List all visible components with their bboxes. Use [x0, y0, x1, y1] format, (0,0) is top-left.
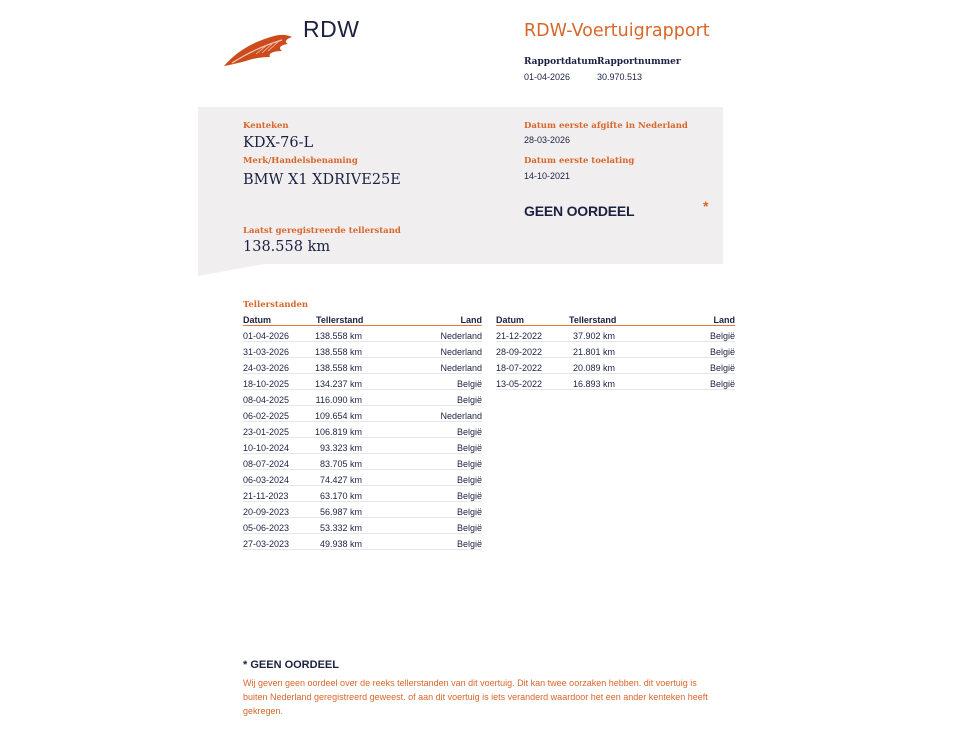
table-header [243, 314, 482, 326]
table-row [243, 422, 482, 438]
footnote-asterisk: * [243, 659, 248, 671]
first-admission-label: Datum eerste toelating [524, 156, 635, 166]
cell-odometer: 74.427 km [319, 475, 362, 485]
cell-odometer: 16.893 km [572, 379, 615, 389]
odometer-label: Laatst geregistreerde tellerstand [243, 226, 401, 236]
header-km: Tellerstand [316, 315, 364, 325]
cell-country: België [709, 363, 735, 373]
cell-country: België [709, 379, 735, 389]
plate-label: Kenteken [243, 121, 289, 131]
cell-odometer: 106.819 km [314, 427, 362, 437]
cell-date: 08-04-2025 [243, 395, 290, 405]
cell-country: België [456, 379, 482, 389]
cell-country: Nederland [440, 331, 482, 341]
table-row [243, 470, 482, 486]
table-row [243, 342, 482, 358]
table-row [243, 406, 482, 422]
cell-country: België [456, 395, 482, 405]
report-date-value: 01-04-2026 [524, 72, 571, 82]
cell-country: België [456, 459, 482, 469]
header-country: Land [713, 315, 735, 325]
report-number-block [597, 57, 681, 82]
header-date: Datum [243, 315, 272, 325]
cell-date: 20-09-2023 [243, 507, 290, 517]
verdict-asterisk: * [703, 198, 709, 214]
make-label: Merk/Handelsbenaming [243, 156, 358, 166]
table-header [496, 314, 735, 326]
brand-name: RDW [303, 16, 360, 42]
table-row [243, 326, 482, 342]
cell-date: 24-03-2026 [243, 363, 290, 373]
cell-odometer: 138.558 km [314, 363, 362, 373]
footnote-title [243, 659, 339, 671]
table-row [496, 374, 735, 390]
table-row [243, 438, 482, 454]
cell-date: 28-09-2022 [496, 347, 543, 357]
cell-odometer: 53.332 km [319, 523, 362, 533]
make-value: BMW X1 XDRIVE25E [243, 172, 401, 188]
table-row [496, 326, 735, 342]
table-row [243, 502, 482, 518]
table-row [243, 486, 482, 502]
cell-odometer: 116.090 km [315, 395, 362, 405]
cell-date: 21-11-2023 [243, 491, 289, 501]
report-number-label: Rapportnummer [597, 57, 681, 67]
table-row [243, 374, 482, 390]
cell-country: België [456, 427, 482, 437]
first-issue-nl-value: 28-03-2026 [524, 135, 571, 145]
cell-odometer: 93.323 km [319, 443, 362, 453]
cell-country: België [456, 507, 482, 517]
cell-odometer: 37.902 km [572, 331, 615, 341]
cell-odometer: 49.938 km [319, 539, 362, 549]
cell-country: België [456, 475, 482, 485]
report-date-label: Rapportdatum [524, 57, 598, 67]
cell-date: 31-03-2026 [243, 347, 290, 357]
cell-country: Nederland [440, 411, 482, 421]
table-row [496, 358, 735, 374]
cell-date: 05-06-2023 [243, 523, 290, 533]
footnote-text: Wij geven geen oordeel over de reeks tellerstanden van dit voertuig. Dit kan twee oorzaken hebben. dit voertuig is buiten Nederland geregistreerd geweest. of aan dit voertuig is iets veranderd waardoor het een ander kenteken heeft gekregen. [243, 678, 708, 716]
header-country: Land [460, 315, 482, 325]
first-admission-value: 14-10-2021 [524, 171, 571, 181]
table-row [243, 390, 482, 406]
cell-odometer: 56.987 km [319, 507, 362, 517]
cell-odometer: 63.170 km [319, 491, 362, 501]
cell-odometer: 134.237 km [314, 379, 362, 389]
cell-country: Nederland [440, 363, 482, 373]
cell-date: 08-07-2024 [243, 459, 290, 469]
cell-date: 10-10-2024 [243, 443, 290, 453]
odometer-value: 138.558 km [243, 239, 331, 255]
report-number-value: 30.970.513 [597, 72, 643, 82]
cell-date: 01-04-2026 [243, 331, 290, 341]
report-title: RDW-Voertuigrapport [524, 21, 710, 41]
cell-country: België [456, 491, 482, 501]
cell-date: 06-02-2025 [243, 411, 290, 421]
cell-country: België [456, 443, 482, 453]
cell-date: 13-05-2022 [496, 379, 543, 389]
cell-date: 06-03-2024 [243, 475, 290, 485]
cell-date: 18-10-2025 [243, 379, 290, 389]
cell-country: Nederland [440, 347, 482, 357]
first-issue-nl-label: Datum eerste afgifte in Nederland [524, 121, 688, 131]
header-km: Tellerstand [569, 315, 617, 325]
cell-date: 21-12-2022 [496, 331, 543, 341]
footnote-title-text: GEEN OORDEEL [250, 659, 339, 671]
cell-odometer: 20.089 km [572, 363, 615, 373]
cell-country: België [456, 539, 482, 549]
rdw-feather-logo-icon [222, 30, 294, 70]
cell-odometer: 83.705 km [319, 459, 362, 469]
table-row [243, 454, 482, 470]
verdict-text: GEEN OORDEEL [524, 203, 635, 219]
table-row [243, 518, 482, 534]
header-date: Datum [496, 315, 525, 325]
odometer-table-left [243, 314, 482, 550]
panel-tab-decoration [198, 264, 264, 276]
cell-date: 23-01-2025 [243, 427, 290, 437]
cell-odometer: 138.558 km [314, 347, 362, 357]
odometer-table-title: Tellerstanden [243, 300, 309, 310]
cell-country: België [709, 331, 735, 341]
table-row [243, 358, 482, 374]
cell-odometer: 21.801 km [572, 347, 615, 357]
cell-country: België [456, 523, 482, 533]
table-row [496, 342, 735, 358]
cell-odometer: 138.558 km [314, 331, 362, 341]
cell-odometer: 109.654 km [314, 411, 362, 421]
cell-date: 27-03-2023 [243, 539, 290, 549]
plate-value: KDX-76-L [243, 135, 314, 151]
odometer-table-right [496, 314, 735, 390]
table-row [243, 534, 482, 550]
cell-country: België [709, 347, 735, 357]
cell-date: 18-07-2022 [496, 363, 543, 373]
report-date-block [524, 57, 597, 82]
